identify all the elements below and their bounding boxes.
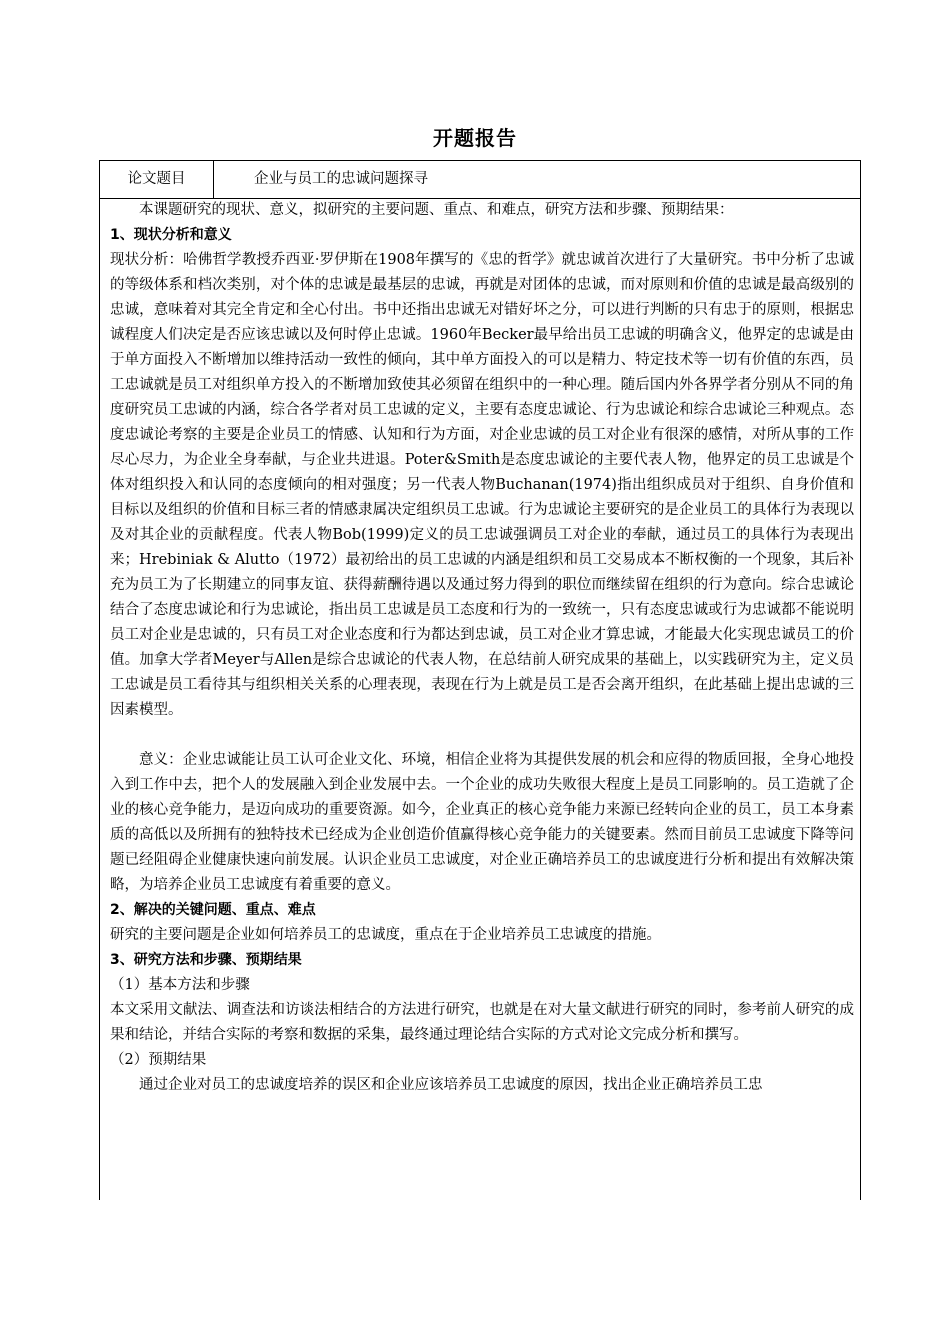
title-row bbox=[100, 161, 860, 199]
section-1-heading: 1、现状分析和意义 bbox=[110, 227, 232, 243]
intro-text: 本课题研究的现状、意义，拟研究的主要问题、重点、和难点，研究方法和步骤、预期结果： bbox=[139, 202, 734, 218]
thesis-title-value: 企业与员工的忠诚问题探寻 bbox=[254, 171, 428, 187]
expected-results-subheading: （2）预期结果 bbox=[110, 1052, 207, 1068]
section-2-heading: 2、解决的关键问题、重点、难点 bbox=[110, 902, 316, 918]
expected-results-paragraph: 通过企业对员工的忠诚度培养的误区和企业应该培养员工忠诚度的原因，找出企业正确培养员工忠 bbox=[139, 1077, 763, 1093]
thesis-title-label: 论文题目 bbox=[100, 161, 214, 198]
significance-paragraph: 意义：企业忠诚能让员工认可企业文化、环境，相信企业将为其提供发展的机会和应得的物质回报，全身心地投入到工作中去，把个人的发展融入到企业发展中去。一个企业的成功失败很大程度上是员工同影响的。员工造就了企业的核心竞争能力，是迈向成功的重要资源。如今，企业真正的核心竞争能力来源已经转向企业的员工，员工本身素质的高低以及所拥有的独特技术已经成为企业创造价值赢得核心竞争能力的关键要素。然而目前员工忠诚度下降等问题已经阻碍企业健康快速向前发展。认识企业员工忠诚度，对企业正确培养员工的忠诚度进行分析和提出有效解决策略，为培养企业员工忠诚度有着重要的意义。 bbox=[110, 752, 854, 893]
page-title: 开题报告 bbox=[433, 126, 517, 150]
methods-paragraph: 本文采用文献法、调查法和访谈法相结合的方法进行研究，也就是在对大量文献进行研究的同时，参考前人研究的成果和结论，并结合实际的考察和数据的采集，最终通过理论结合实际的方式对论文完成分析和撰写。 bbox=[110, 1002, 854, 1043]
section-3-heading: 3、研究方法和步骤、预期结果 bbox=[110, 952, 302, 968]
key-issues-paragraph: 研究的主要问题是企业如何培养员工的忠诚度，重点在于企业培养员工忠诚度的措施。 bbox=[110, 927, 661, 943]
status-analysis-paragraph: 现状分析：哈佛哲学教授乔西亚·罗伊斯在1908年撰写的《忠的哲学》就忠诚首次进行了大量研究。书中分析了忠诚的等级体系和档次类别，对个体的忠诚是最基层的忠诚，再就是对团体的忠诚，而对原则和价值的忠诚是最高级别的忠诚，意味着对其完全肯定和全心付出。书中还指出忠诚无对错好坏之分，可以进行判断的只有忠于的原则，根据忠诚程度人们决定是否应该忠诚以及何时停止忠诚。1960年Becker最早给出员工忠诚的明确含义，他界定的忠诚是由于单方面投入不断增加以维持活动一致性的倾向，其中单方面投入的可以是精力、特定技术等一切有价值的东西，员工忠诚就是员工对组织单方投入的不断增加致使其必须留在组织中的一种心理。随后国内外各界学者分别从不同的角度研究员工忠诚的内涵，综合各学者对员工忠诚的定义，主要有态度忠诚论、行为忠诚论和综合忠诚论三种观点。态度忠诚论考察的主要是企业员工的情感、认知和行为方面，对企业忠诚的员工对企业有很深的感情，对所从事的工作尽心尽力，为企业全身奉献，与企业共进退。Poter&Smith是态度忠诚论的主要代表人物，他界定的员工忠诚是个体对组织投入和认同的态度倾向的相对强度；另一代表人物Buchanan(1974)指出组织成员对于组织、自身价值和目标以及组织的价值和目标三者的情感隶属决定组织员工忠诚。行为忠诚论主要研究的是企业员工的具体行为表现以及对其企业的贡献程度。代表人物Bob(1999)定义的员工忠诚强调员工对企业的奉献，通过员工的具体行为表现出来；Hrebiniak & Alutto（1972）最初给出的员工忠诚的内涵是组织和员工交易成本不断权衡的一个现象，其后补充为员工为了长期建立的同事友谊、获得薪酬待遇以及通过努力得到的职位而继续留在组织的行为意向。综合忠诚论结合了态度忠诚论和行为忠诚论，指出员工忠诚是员工态度和行为的一致统一，只有态度忠诚或行为忠诚都不能说明员工对企业是忠诚的，只有员工对企业态度和行为都达到忠诚，员工对企业才算忠诚，才能最大化实现忠诚员工的价值。加拿大学者Meyer与Allen是综合忠诚论的代表人物，在总结前人研究成果的基础上，以实践研究为主，定义员工忠诚是员工看待其与组织相关关系的心理表现，表现在行为上就是员工是否会离开组织，在此基础上提出忠诚的三因素模型。 bbox=[110, 252, 854, 718]
methods-subheading: （1）基本方法和步骤 bbox=[110, 977, 250, 993]
report-body bbox=[110, 198, 854, 1098]
report-table bbox=[99, 160, 861, 1200]
